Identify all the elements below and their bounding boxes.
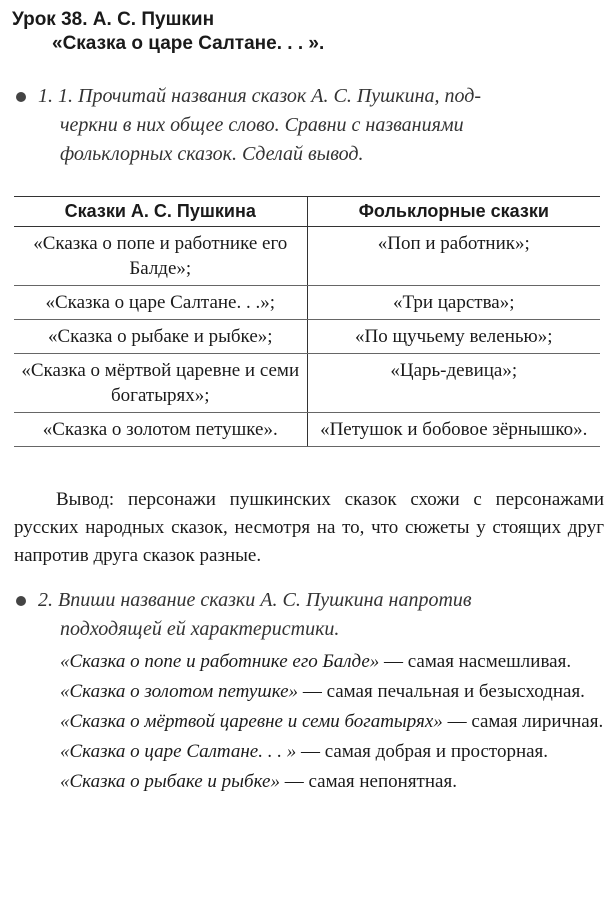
folk-tale: «Петушок и бобовое зёрнышко». [307,413,600,447]
answer-item [14,768,606,796]
folk-tale: «Три царства»; [307,286,600,320]
answer-tale: «Сказка о мёртвой царевне и семи богатырях» [60,711,443,732]
answer-item [14,678,606,706]
pushkin-tale: «Сказка о попе и работнике его Балде»; [14,227,307,286]
pushkin-tale: «Сказка о рыбаке и рыбке»; [14,320,307,354]
table-row [14,320,600,354]
answer-tale: «Сказка о царе Салтане. . . » [60,741,297,762]
column-header-pushkin: Сказки А. С. Пушкина [14,197,307,227]
task2-instruction [16,586,606,644]
bullet-icon [16,596,26,606]
folk-tale: «По щучьему веленью»; [307,320,600,354]
answer-item [14,738,606,766]
conclusion-text: Вывод: персонажи пушкинских сказок схожи с персонажами русских народных сказок, несмотря на то, что сюжеты у стоящих друг напротив друга сказок разные. [14,489,604,566]
lesson-title-line1: Урок 38. А. С. Пушкин [12,9,215,30]
answer-item [14,648,606,676]
tales-table [14,196,600,447]
lesson-title-line2: «Сказка о царе Салтане. . . ». [52,33,325,54]
answer-tale: «Сказка о золотом петушке» [60,681,299,702]
bullet-icon [16,92,26,102]
table-row [14,413,600,447]
table-row [14,227,600,286]
answer-item [14,708,606,736]
pushkin-tale: «Сказка о мёртвой царевне и семи богатырях»; [14,354,307,413]
pushkin-tale: «Сказка о золотом петушке». [14,413,307,447]
answer-desc: — самая насмешливая. [379,651,572,672]
task2-line1: 2. Впиши название сказки А. С. Пушкина напротив [38,589,472,611]
task1-line3: фольклорных сказок. Сделай вывод. [60,143,364,165]
task1-instruction [16,82,606,169]
pushkin-tale: «Сказка о царе Салтане. . .»; [14,286,307,320]
task2-line2: подходящей ей характеристики. [60,618,340,640]
answer-desc: — самая непонятная. [279,771,457,792]
folk-tale: «Поп и работник»; [307,227,600,286]
answer-desc: — самая печальная и безысходная. [298,681,585,702]
task1-line1: 1. 1. Прочитай названия сказок А. С. Пушкина, под- [38,85,482,107]
answers-list [14,648,606,798]
folk-tale: «Царь-девица»; [307,354,600,413]
table-row [14,354,600,413]
answer-desc: — самая лиричная. [442,711,604,732]
column-header-folk: Фольклорные сказки [307,197,600,227]
task1-line2: черкни в них общее слово. Сравни с названиями [60,114,464,136]
lesson-title [12,8,324,56]
answer-tale: «Сказка о рыбаке и рыбке» [60,771,280,792]
answer-desc: — самая добрая и просторная. [296,741,549,762]
answer-tale: «Сказка о попе и работнике его Балде» [60,651,380,672]
table-row [14,286,600,320]
